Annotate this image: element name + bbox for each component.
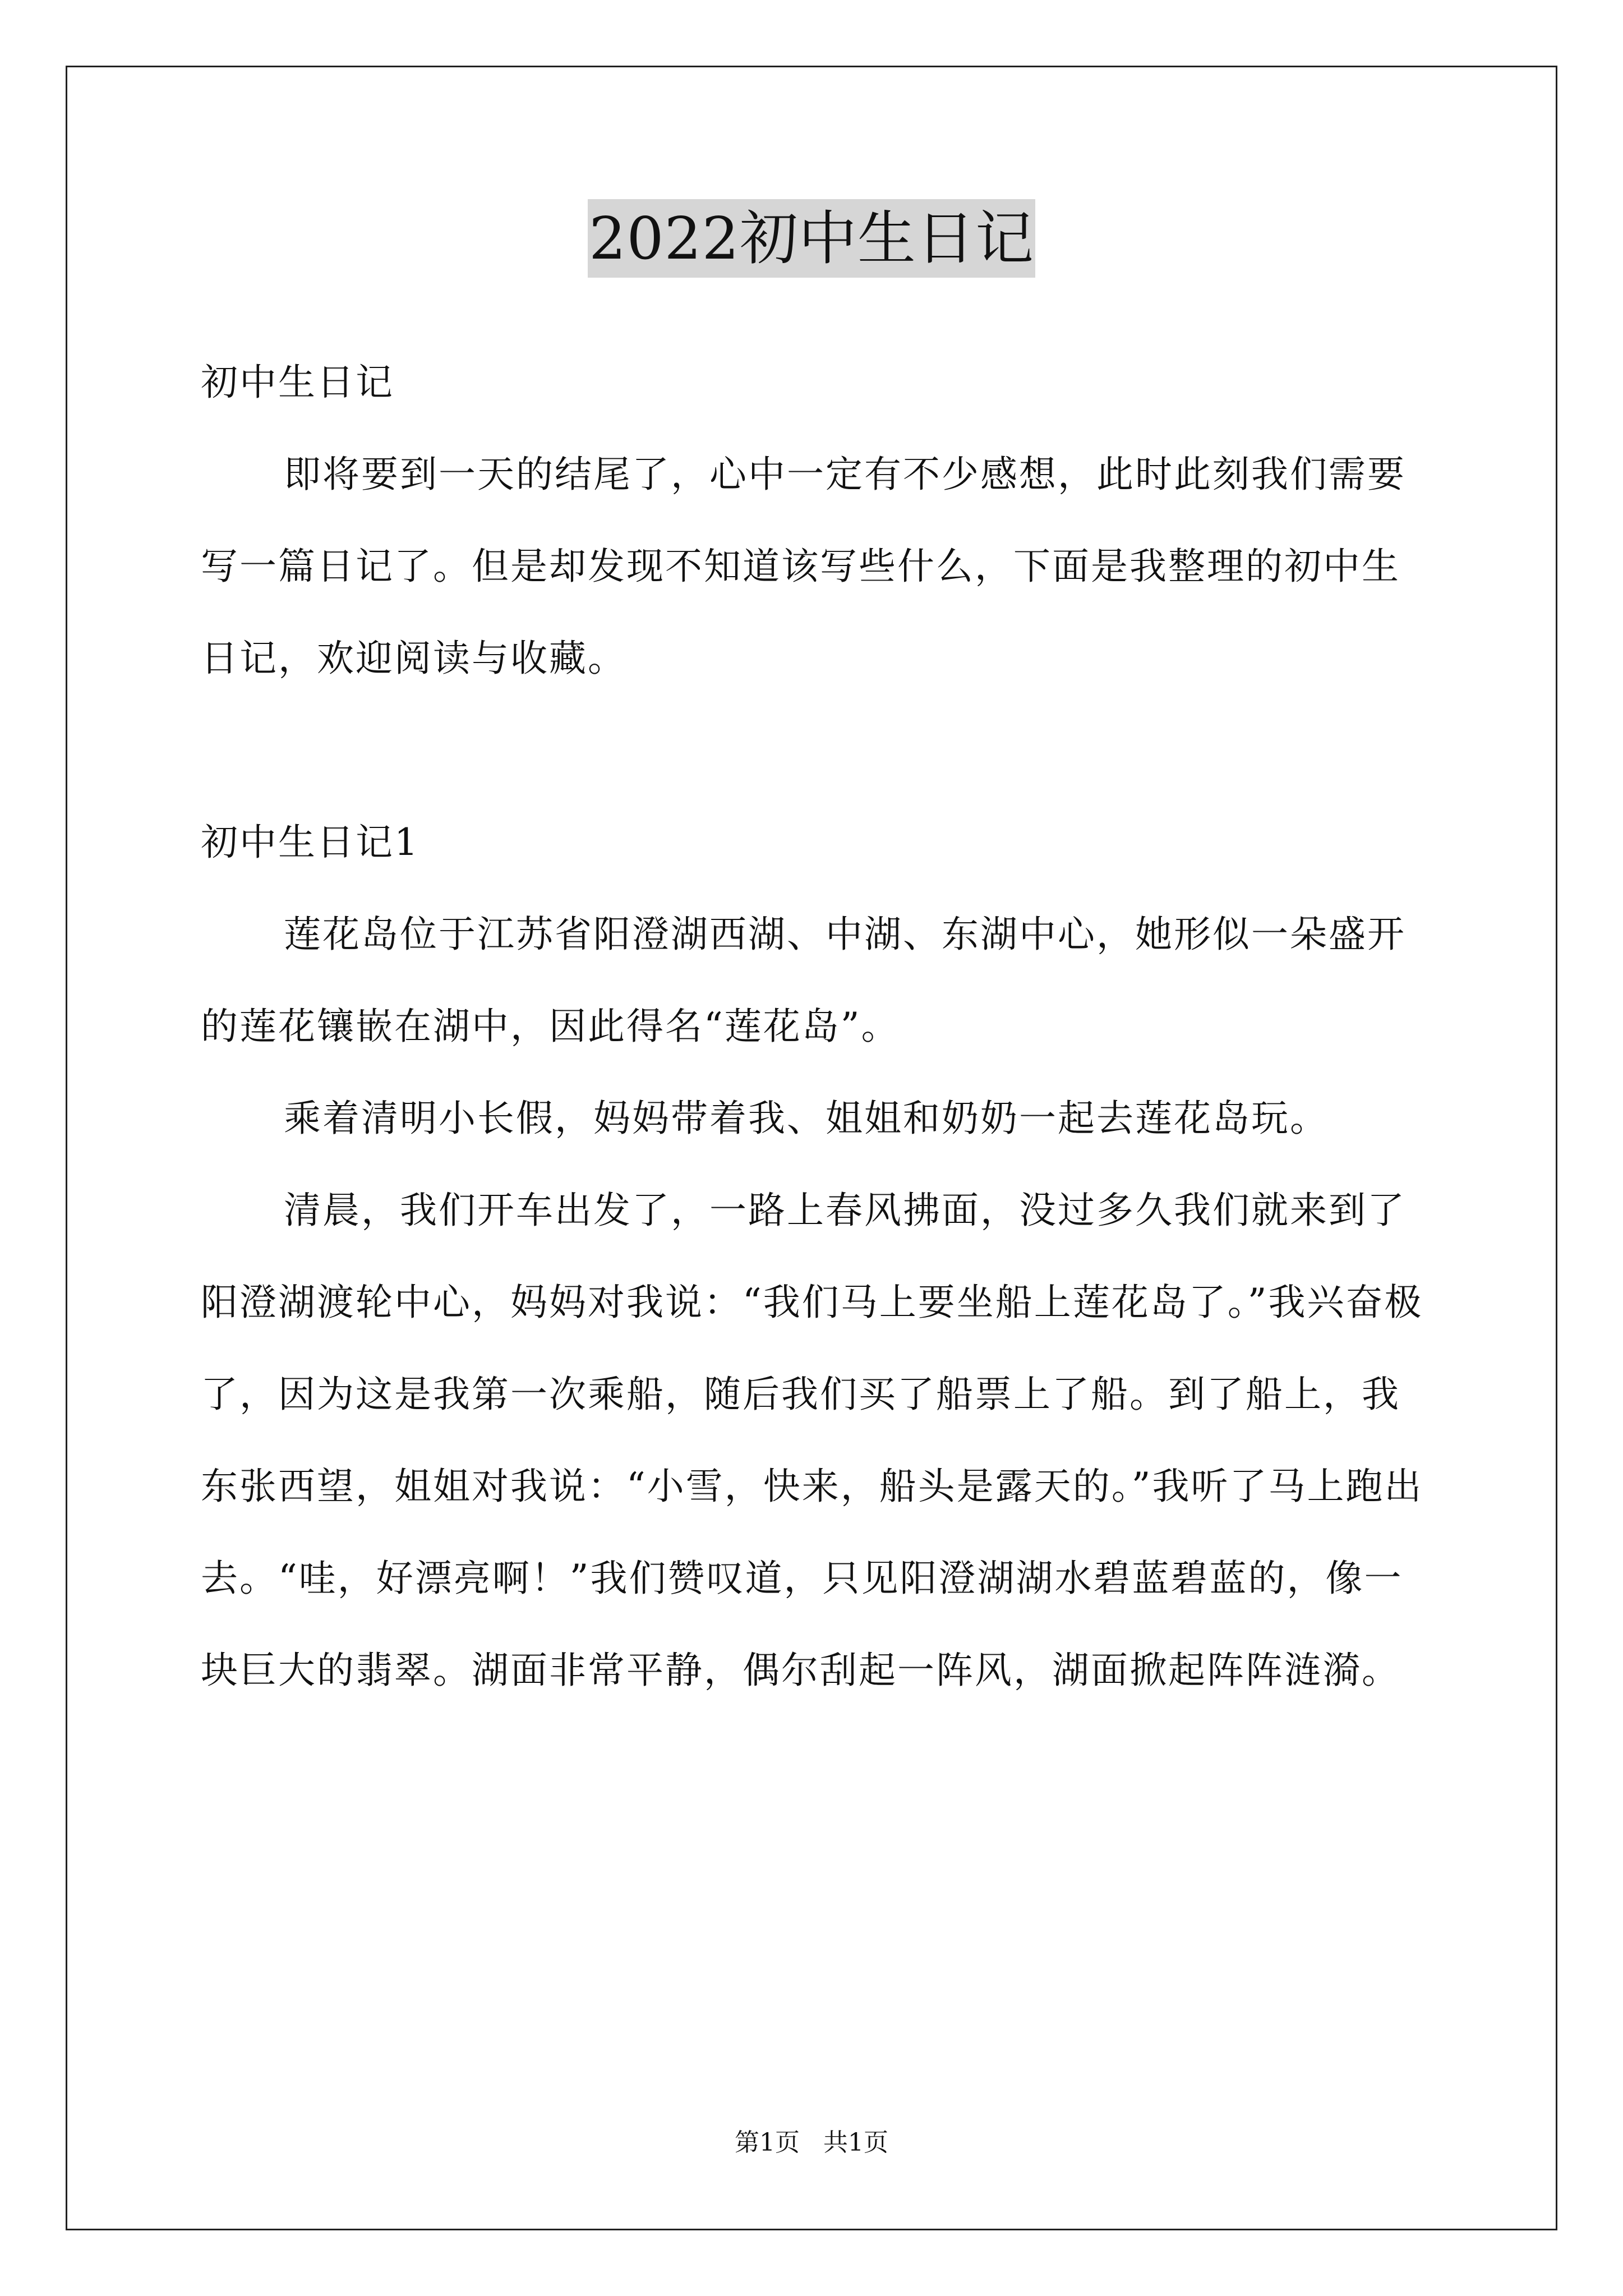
document-title: 2022初中生日记 [588, 199, 1035, 278]
intro-paragraph: 即将要到一天的结尾了，心中一定有不少感想，此时此刻我们需要写一篇日记了。但是却发现不知道该写些什么，下面是我整理的初中生日记，欢迎阅读与收藏。 [201, 453, 1406, 680]
title-container [0, 199, 1623, 278]
page-total: 共1页 [823, 2128, 888, 2157]
section-spacer [201, 705, 1435, 797]
page-number: 第1页 [735, 2128, 800, 2157]
section-heading: 初中生日记1 [201, 821, 419, 864]
intro-heading: 初中生日记 [201, 361, 394, 404]
document-body [201, 337, 1435, 1717]
body-paragraph-2: 乘着清明小长假，妈妈带着我、姐姐和奶奶一起去莲花岛玩。 [284, 1097, 1329, 1140]
page-footer [0, 2126, 1623, 2160]
body-paragraph-3: 清晨，我们开车出发了，一路上春风拂面，没过多久我们就来到了阳澄湖渡轮中心，妈妈对我说：“我们马上要坐船上莲花岛了。”我兴奋极了，因为这是我第一次乘船，随后我们买了船票上了船。到了船上，我东张西望，姐姐对我说：“小雪，快来，船头是露天的。”我听了马上跑出去。“哇，好漂亮啊！”我们赞叹道，只见阳澄湖湖水碧蓝碧蓝的，像一块巨大的翡翠。湖面非常平静，偶尔刮起一阵风，湖面掀起阵阵涟漪。 [201, 1189, 1423, 1692]
body-paragraph-1: 莲花岛位于江苏省阳澄湖西湖、中湖、东湖中心，她形似一朵盛开的莲花镶嵌在湖中，因此得名“莲花岛”。 [201, 913, 1406, 1048]
